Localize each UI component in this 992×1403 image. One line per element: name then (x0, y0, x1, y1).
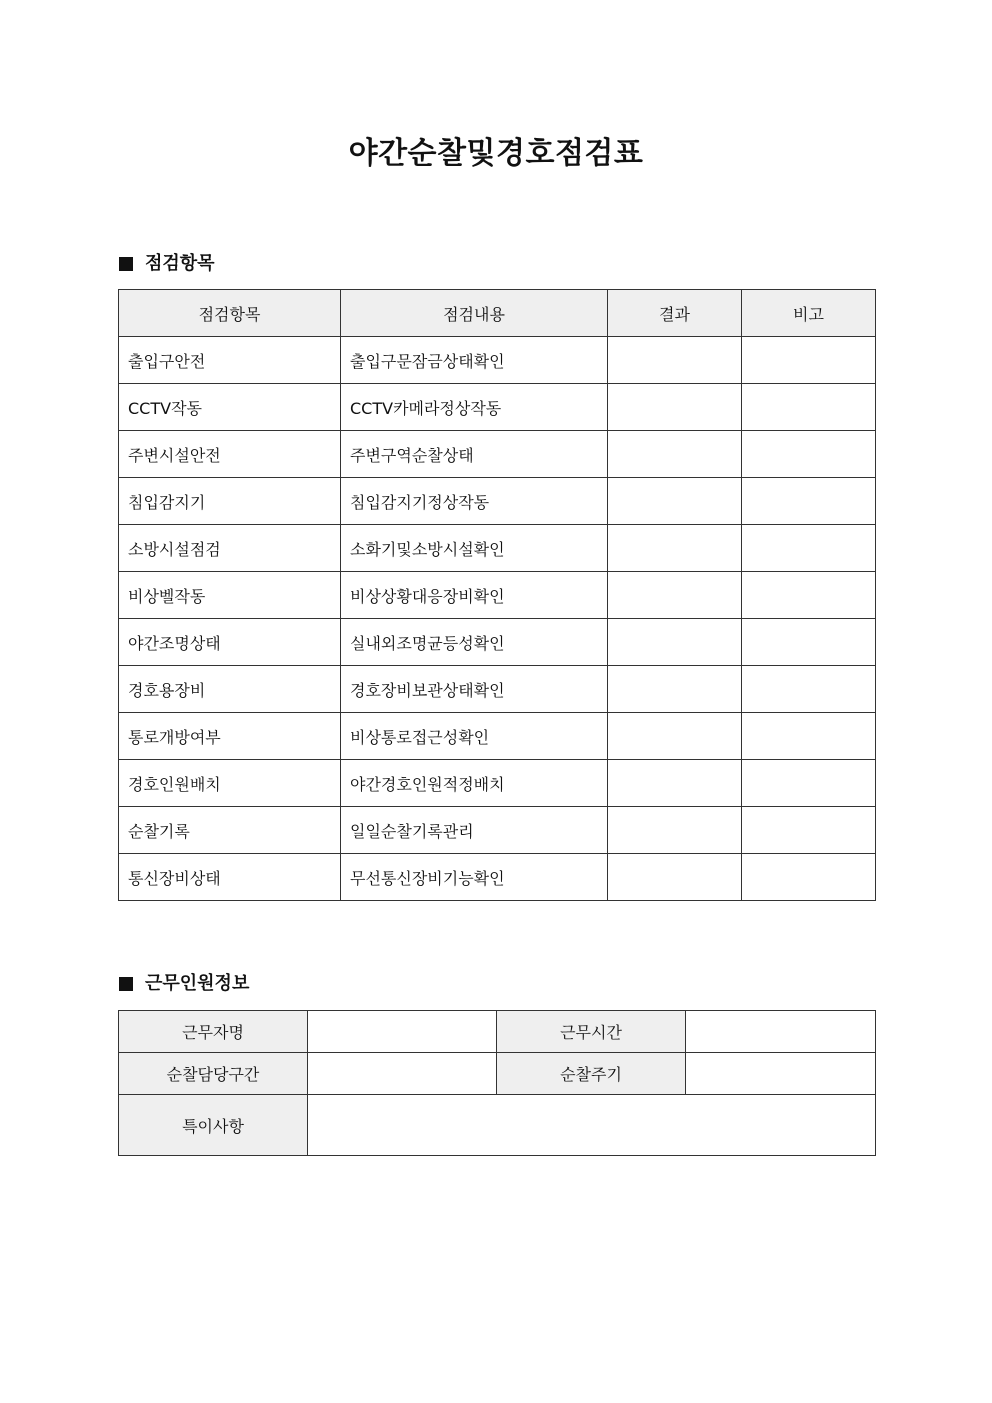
table-row (119, 1011, 876, 1053)
note-cell[interactable] (742, 572, 876, 619)
header-content: 점검내용 (341, 290, 608, 337)
table-row (119, 1053, 876, 1095)
check-content-cell: 일일순찰기록관리 (341, 807, 608, 854)
result-cell[interactable] (608, 854, 742, 901)
note-cell[interactable] (742, 760, 876, 807)
check-item-cell: 출입구안전 (119, 337, 341, 384)
check-content-cell: 주변구역순찰상태 (341, 431, 608, 478)
table-row (119, 713, 876, 760)
note-cell[interactable] (742, 478, 876, 525)
table-row (119, 337, 876, 384)
check-content-cell: 야간경호인원적정배치 (341, 760, 608, 807)
work-time-field[interactable] (686, 1011, 876, 1053)
check-item-cell: 경호용장비 (119, 666, 341, 713)
check-content-cell: 비상상황대응장비확인 (341, 572, 608, 619)
check-item-cell: 통신장비상태 (119, 854, 341, 901)
check-content-cell: 침입감지기정상작동 (341, 478, 608, 525)
page-title: 야간순찰및경호점검표 (348, 136, 644, 171)
result-cell[interactable] (608, 619, 742, 666)
check-content-cell: 무선통신장비기능확인 (341, 854, 608, 901)
check-content-cell: 비상통로접근성확인 (341, 713, 608, 760)
note-cell[interactable] (742, 619, 876, 666)
result-cell[interactable] (608, 713, 742, 760)
check-item-cell: 비상벨작동 (119, 572, 341, 619)
result-cell[interactable] (608, 384, 742, 431)
result-cell[interactable] (608, 760, 742, 807)
check-items-table (118, 289, 876, 901)
table-row (119, 807, 876, 854)
table-row (119, 666, 876, 713)
note-cell[interactable] (742, 337, 876, 384)
patrol-zone-field[interactable] (308, 1053, 497, 1095)
note-cell[interactable] (742, 807, 876, 854)
table-row (119, 431, 876, 478)
result-cell[interactable] (608, 666, 742, 713)
check-content-cell: 출입구문잠금상태확인 (341, 337, 608, 384)
work-time-label: 근무시간 (497, 1011, 686, 1053)
staff-name-field[interactable] (308, 1011, 497, 1053)
note-cell[interactable] (742, 666, 876, 713)
check-item-cell: 통로개방여부 (119, 713, 341, 760)
section-heading-label: 근무인원정보 (145, 973, 250, 994)
square-bullet-icon (119, 977, 133, 991)
patrol-cycle-field[interactable] (686, 1053, 876, 1095)
section-heading-label: 점검항목 (145, 253, 215, 274)
table-row (119, 854, 876, 901)
check-item-cell: 침입감지기 (119, 478, 341, 525)
result-cell[interactable] (608, 431, 742, 478)
table-row (119, 525, 876, 572)
result-cell[interactable] (608, 572, 742, 619)
check-content-cell: 경호장비보관상태확인 (341, 666, 608, 713)
table-row (119, 760, 876, 807)
check-content-cell: 실내외조명균등성확인 (341, 619, 608, 666)
remarks-label: 특이사항 (119, 1095, 308, 1156)
note-cell[interactable] (742, 713, 876, 760)
result-cell[interactable] (608, 525, 742, 572)
note-cell[interactable] (742, 384, 876, 431)
patrol-cycle-label: 순찰주기 (497, 1053, 686, 1095)
table-row (119, 478, 876, 525)
table-row (119, 572, 876, 619)
check-content-cell: CCTV카메라정상작동 (341, 384, 608, 431)
check-item-cell: 주변시설안전 (119, 431, 341, 478)
header-result: 결과 (608, 290, 742, 337)
section-heading-check-items (119, 252, 215, 276)
section-heading-staff-info (119, 972, 249, 996)
note-cell[interactable] (742, 525, 876, 572)
check-item-cell: 순찰기록 (119, 807, 341, 854)
check-content-cell: 소화기및소방시설확인 (341, 525, 608, 572)
header-note: 비고 (742, 290, 876, 337)
result-cell[interactable] (608, 807, 742, 854)
table-header-row (119, 290, 876, 337)
remarks-field[interactable] (308, 1095, 876, 1156)
result-cell[interactable] (608, 478, 742, 525)
table-row (119, 384, 876, 431)
check-item-cell: 야간조명상태 (119, 619, 341, 666)
table-row (119, 619, 876, 666)
staff-name-label: 근무자명 (119, 1011, 308, 1053)
note-cell[interactable] (742, 854, 876, 901)
patrol-zone-label: 순찰담당구간 (119, 1053, 308, 1095)
table-row (119, 1095, 876, 1156)
header-item: 점검항목 (119, 290, 341, 337)
square-bullet-icon (119, 257, 133, 271)
check-item-cell: 소방시설점검 (119, 525, 341, 572)
check-item-cell: CCTV작동 (119, 384, 341, 431)
result-cell[interactable] (608, 337, 742, 384)
staff-info-table (118, 1010, 876, 1156)
note-cell[interactable] (742, 431, 876, 478)
check-item-cell: 경호인원배치 (119, 760, 341, 807)
